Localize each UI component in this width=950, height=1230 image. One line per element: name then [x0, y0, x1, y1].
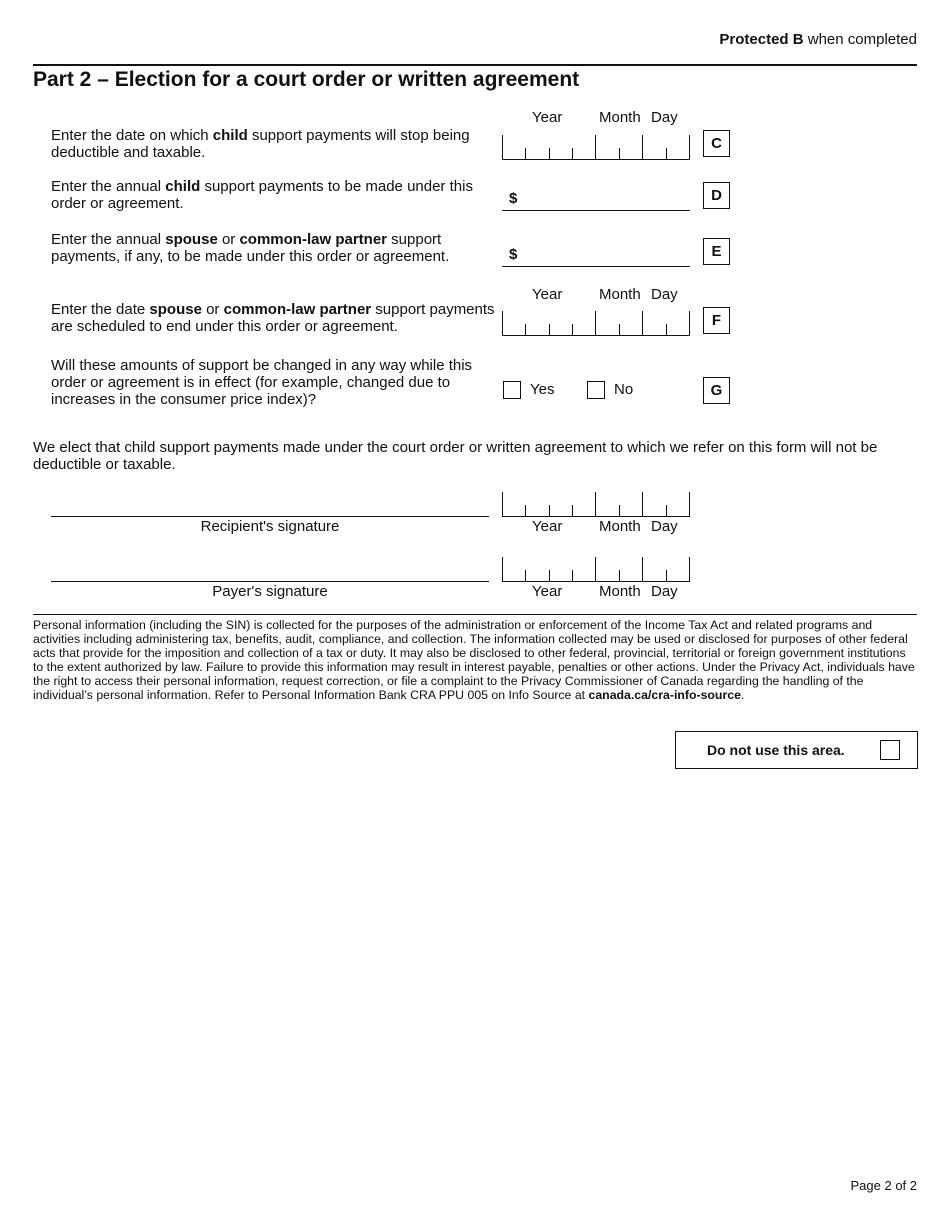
currency-symbol: $ — [509, 246, 518, 263]
recipient-date-field[interactable] — [502, 492, 690, 517]
date-label-month: Month — [599, 583, 641, 600]
no-label: No — [614, 381, 634, 398]
line-d-letter: D — [703, 182, 730, 209]
date-label-month: Month — [599, 518, 641, 535]
line-f-question: Enter the date spouse or common-law partner support payments are scheduled to end under this order or agreement. — [51, 301, 495, 335]
date-label-month: Month — [599, 109, 641, 126]
do-not-use-checkbox — [880, 740, 900, 760]
payer-signature-label: Payer's signature — [212, 583, 328, 600]
date-label-month: Month — [599, 286, 641, 303]
recipient-signature-label: Recipient's signature — [200, 518, 340, 535]
page-title: Part 2 – Election for a court order or written agreement — [33, 68, 580, 91]
line-c-question: Enter the date on which child support payments will stop being deductible and taxable. — [51, 127, 470, 161]
line-g-letter: G — [703, 377, 730, 404]
privacy-notice: Personal information (including the SIN) is collected for the purposes of the administration or enforcement of the Income Tax Act and related programs and activities including administering tax, benefits, audit, compliance, and collection. The information collected may be used or disclosed for purposes of other federal acts that provide for the imposition and collection of a tax or duty. It may also be disclosed to other federal, provincial, territorial or foreign government institutions to the extent authorized by law. Failure to provide this information may result in interest payable, penalties or other actions. Under the Privacy Act, individuals have the right to access their personal information, request correction, or file a complaint to the Privacy Commissioner of Canada regarding the handling of the individual’s personal information. Refer to Personal Information Bank CRA PPU 005 on Info Source at canada.ca/cra-info-source. — [33, 618, 915, 702]
date-label-day: Day — [651, 583, 678, 600]
line-d-question: Enter the annual child support payments to be made under this order or agreement. — [51, 178, 473, 212]
recipient-signature-field[interactable] — [51, 516, 489, 517]
line-e-letter: E — [703, 238, 730, 265]
do-not-use-label: Do not use this area. — [707, 742, 845, 758]
line-c-letter: C — [703, 130, 730, 157]
line-c-date-field[interactable] — [502, 135, 690, 160]
no-checkbox[interactable] — [587, 381, 605, 399]
line-f-date-field[interactable] — [502, 311, 690, 336]
date-label-year: Year — [532, 583, 563, 600]
date-label-day: Day — [651, 286, 678, 303]
date-label-year: Year — [532, 109, 563, 126]
do-not-use-area — [675, 731, 918, 769]
line-g-question: Will these amounts of support be changed in any way while this order or agreement is in effect (for example, changed due to increases in the consumer price index)? — [51, 357, 473, 408]
yes-checkbox[interactable] — [503, 381, 521, 399]
date-label-year: Year — [532, 286, 563, 303]
protected-b-notice: Protected B when completed — [719, 31, 917, 48]
date-label-year: Year — [532, 518, 563, 535]
line-d-amount-field[interactable] — [502, 186, 690, 211]
privacy-divider — [33, 614, 917, 615]
date-label-day: Day — [651, 109, 678, 126]
line-e-question: Enter the annual spouse or common-law partner support payments, if any, to be made under this order or agreement. — [51, 231, 450, 265]
yes-label: Yes — [530, 381, 555, 398]
payer-date-field[interactable] — [502, 557, 690, 582]
page-number: Page 2 of 2 — [850, 1178, 917, 1193]
election-statement: We elect that child support payments made under the court order or written agreement to which we refer on this form will not be deductible or taxable. — [33, 439, 878, 473]
date-label-day: Day — [651, 518, 678, 535]
line-e-amount-field[interactable] — [502, 242, 690, 267]
line-f-letter: F — [703, 307, 730, 334]
currency-symbol: $ — [509, 190, 518, 207]
payer-signature-field[interactable] — [51, 581, 489, 582]
info-source-link: canada.ca/cra-info-source — [588, 688, 741, 702]
header-rule — [33, 64, 917, 66]
